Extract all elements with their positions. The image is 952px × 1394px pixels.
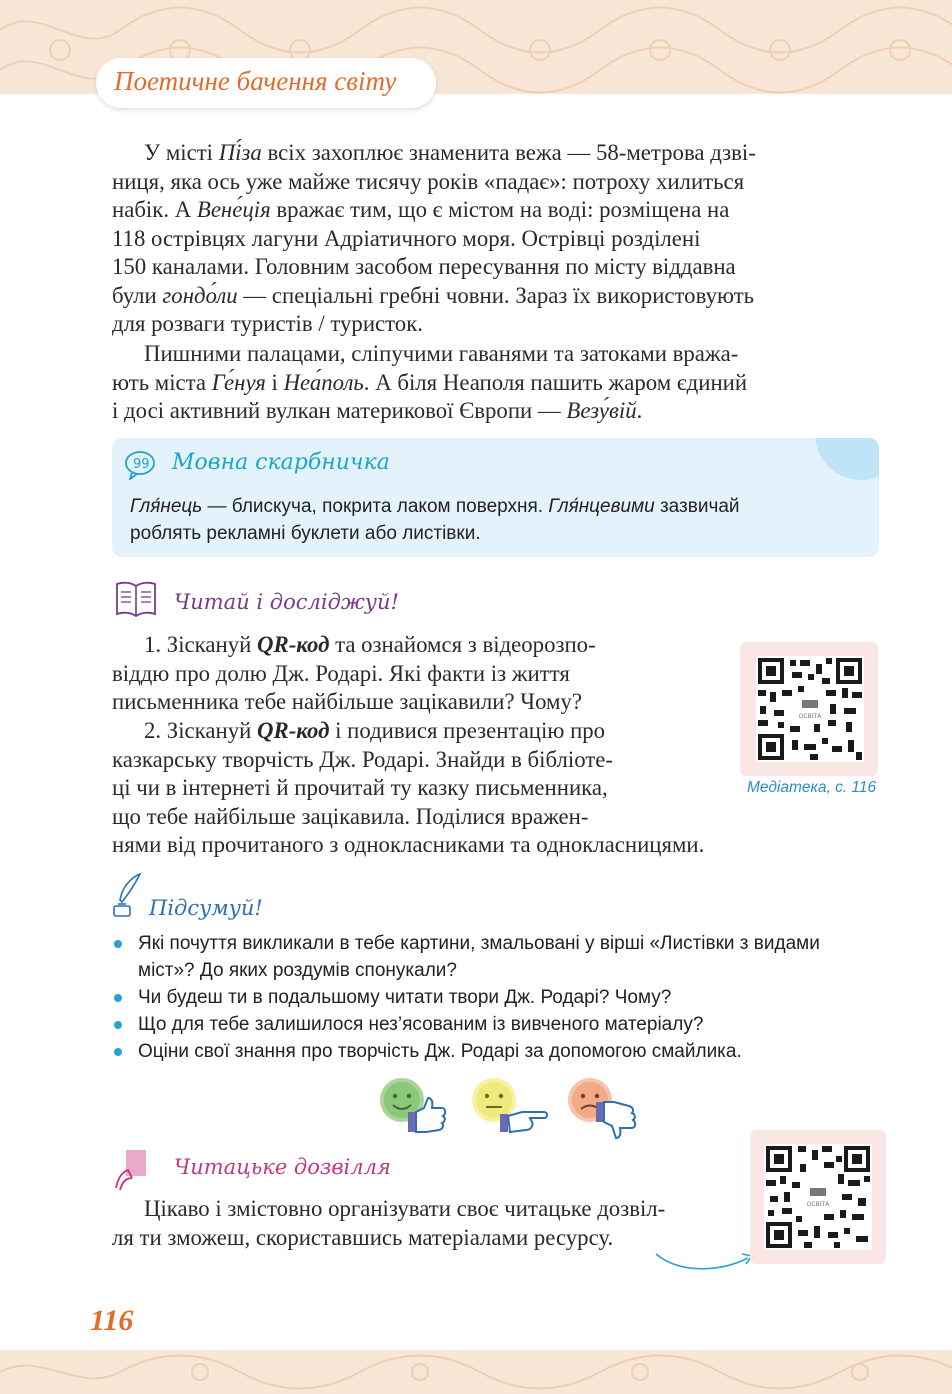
- vocabulary-text: Гля́нець — блискуча, покрита лаком поверхня. Гля́нцевими зазвичай роблять рекламні буклети або листівки.: [130, 496, 740, 544]
- svg-text:ОСВІТА: ОСВІТА: [806, 1201, 830, 1208]
- page-number: 116: [90, 1304, 134, 1337]
- leisure-title: Читацьке дозвілля: [174, 1155, 391, 1179]
- bullet: [114, 994, 122, 1002]
- task-2: 2. Зіскануй QR-код і подивися презентацію про казкарську творчість Дж. Родарі. Знайди в бібліоте- ці чи в інтернеті й прочитай ту казку письменника, що тебе найбільше зацікавила. Поділися вражен- нями від прочитаного з однокласниками та однокласницями.: [112, 718, 705, 857]
- summary-question: Оціни свої знання про творчість Дж. Родарі за допомогою смайлика.: [114, 1038, 884, 1065]
- summary-question: Чи будеш ти в подальшому читати твори Дж. Родарі? Чому?: [114, 984, 884, 1011]
- svg-text:ОСВІТА: ОСВІТА: [798, 713, 822, 720]
- summary-question: Які почуття викликали в тебе картини, змальовані у вірші «Листівки з видами міст»? До яких роздумів спонукали?: [114, 930, 884, 984]
- svg-text:99: 99: [133, 457, 150, 472]
- summary-title: Підсумуй!: [149, 896, 263, 920]
- leisure-text: Цікаво і змістовно організувати своє читацьке дозвіл- ля ти зможеш, скориставшись матеріалами ресурсу.: [112, 1196, 666, 1250]
- bottom-ornament-band: [0, 1350, 952, 1394]
- neutral-smiley-pointing-icon[interactable]: [470, 1076, 550, 1136]
- open-book-icon: [114, 580, 158, 620]
- happy-smiley-thumbs-up-icon[interactable]: [378, 1076, 452, 1136]
- vocabulary-title: Мовна скарбничка: [172, 450, 390, 475]
- read-explore-title: Читай і досліджуй!: [174, 590, 399, 614]
- chapter-title: Поетичне бачення світу: [114, 66, 397, 96]
- qr-code[interactable]: [764, 1144, 872, 1250]
- task-1: 1. Зіскануй QR-код та ознайомся з відеорозпо- віддю про долю Дж. Родарі. Які факти із життя письменника тебе найбільше зацікавили? Чому?: [112, 632, 596, 714]
- qr-code-card-resource[interactable]: [750, 1130, 886, 1264]
- intro-paragraph-1: У місті Пі́за всіх захоплює знаменита вежа — 58-метрова дзві- ниця, яка ось уже майже тисячу років «падає»: потроху хилиться набік. А Вене́ція вражає тим, що є містом на воді: розміщена на 118 острівцях лагуни Адріатичного моря. Острівці розділені 150 каналами. Головним засобом пересування по місту віддавна були гондо́ли — спеціальні гребні човни. Зараз їх використовують для розваги туристів / туристок.: [112, 140, 756, 336]
- vocabulary-box: [112, 438, 879, 557]
- qr-code-card-mediateka[interactable]: [740, 642, 878, 776]
- bullet: [114, 940, 122, 948]
- sad-smiley-thumbs-down-icon[interactable]: [566, 1076, 646, 1144]
- page-number-badge: [78, 1296, 158, 1346]
- qr-code[interactable]: [756, 656, 864, 762]
- arrow-to-qr-icon: [650, 1240, 760, 1274]
- quill-inkpot-icon: [112, 872, 148, 918]
- mediateka-caption[interactable]: Медіатека, с. 116: [747, 779, 877, 796]
- summary-question-list: [114, 930, 884, 1065]
- vocabulary-box-corner-decoration: [815, 438, 879, 480]
- quote-bubble-icon: [124, 450, 160, 480]
- bullet: [114, 1021, 122, 1029]
- summary-question: Що для тебе залишилося нез’ясованим із вивченого матеріалу?: [114, 1011, 884, 1038]
- intro-paragraph-2: Пишними палацами, сліпучими гаванями та затоками вража- ють міста Ге́нуя і Неа́поль. А біля Неаполя пашить жаром єдиний і досі активний вулкан материкової Європи — Везу́вій.: [112, 341, 748, 423]
- reading-hand-icon: [112, 1148, 152, 1192]
- bullet: [114, 1048, 122, 1056]
